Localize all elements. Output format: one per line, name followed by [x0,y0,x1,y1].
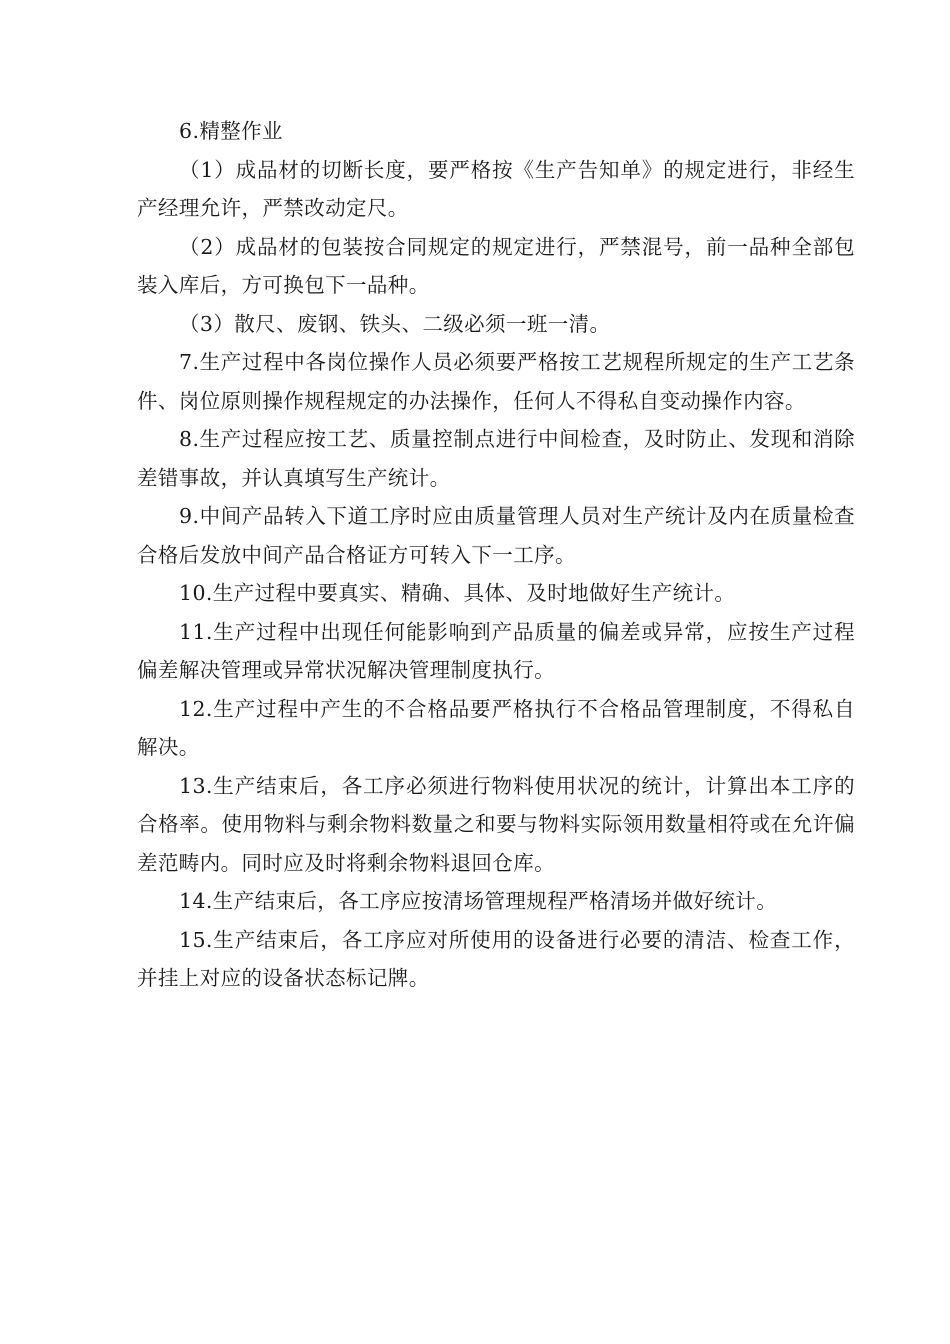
paragraph-8: 8.生产过程应按工艺、质量控制点进行中间检查，及时防止、发现和消除差错事故，并认真填写生产统计。 [137,427,855,490]
paragraph-15: 15.生产结束后，各工序应对所使用的设备进行必要的清洁、检查工作，并挂上对应的设备状态标记牌。 [137,927,855,990]
paragraph-10: 10.生产过程中要真实、精确、具体、及时地做好生产统计。 [179,581,736,605]
paragraph-13: 13.生产结束后，各工序必须进行物料使用状况的统计，计算出本工序的合格率。使用物料与剩余物料数量之和要与物料实际领用数量相符或在允许偏差范畴内。同时应及时将剩余物料退回仓库。 [137,773,855,875]
paragraph-6-2: （2）成品材的包装按合同规定的规定进行，严禁混号，前一品种全部包装入库后，方可换包下一品种。 [137,234,855,297]
paragraph-14: 14.生产结束后，各工序应按清场管理规程严格清场并做好统计。 [179,889,778,913]
paragraph-6-3: （3）散尺、废钢、铁头、二级必须一班一清。 [179,311,611,336]
paragraph-6-1: （1）成品材的切断长度，要严格按《生产告知单》的规定进行，非经生产经理允许，严禁改动定尺。 [137,157,855,220]
section-heading-finishing: 6.精整作业 [179,119,283,143]
paragraph-11: 11.生产过程中出现任何能影响到产品质量的偏差或异常，应按生产过程偏差解决管理或异常状况解决管理制度执行。 [137,619,855,682]
paragraph-12: 12.生产过程中产生的不合格品要严格执行不合格品管理制度，不得私自解决。 [137,696,855,759]
paragraph-9: 9.中间产品转入下道工序时应由质量管理人员对生产统计及内在质量检查合格后发放中间产品合格证方可转入下一工序。 [137,504,855,567]
paragraph-7: 7.生产过程中各岗位操作人员必须要严格按工艺规程所规定的生产工艺条件、岗位原则操作规程规定的办法操作，任何人不得私自变动操作内容。 [137,350,855,413]
document-body [137,112,855,998]
